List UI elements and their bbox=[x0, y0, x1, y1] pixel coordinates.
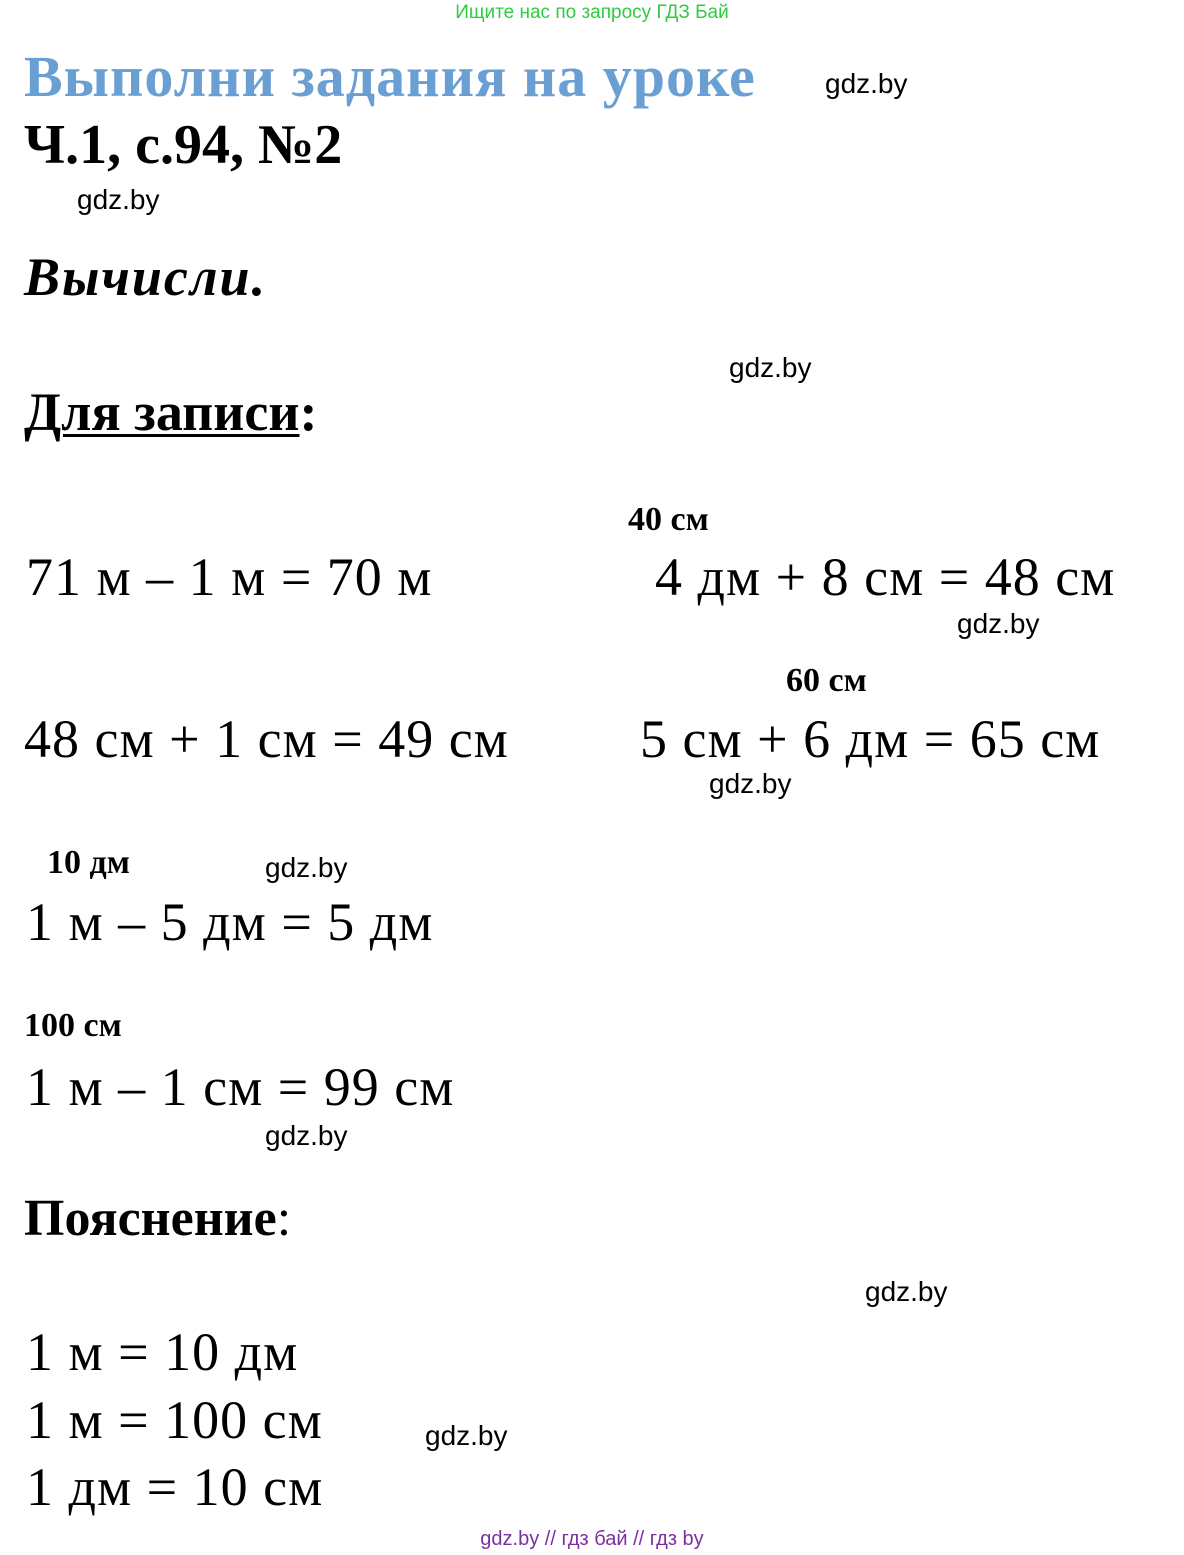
explanation-colon: : bbox=[276, 1190, 292, 1247]
watermark: gdz.by bbox=[77, 184, 160, 215]
top-banner: Ищите нас по запросу ГДЗ Бай bbox=[455, 2, 729, 23]
page-heading: Выполни задания на уроке bbox=[24, 44, 756, 109]
watermark: gdz.by bbox=[709, 768, 792, 799]
equation-5: 1 м – 5 дм = 5 дм bbox=[26, 892, 434, 952]
for-record-colon: : bbox=[299, 382, 318, 442]
task-title: Вычисли. bbox=[24, 247, 268, 307]
equation-2-note: 40 см bbox=[628, 501, 709, 538]
explanation-line-1: 1 м = 10 дм bbox=[26, 1322, 299, 1382]
task-reference: Ч.1, с.94, №2 bbox=[24, 114, 343, 176]
for-record-label: Для записи bbox=[24, 382, 300, 442]
explanation-title: Пояснение bbox=[24, 1190, 277, 1247]
equation-4-note: 60 см bbox=[786, 662, 867, 699]
equation-6: 1 м – 1 см = 99 см bbox=[26, 1057, 455, 1117]
watermark: gdz.by bbox=[957, 608, 1040, 639]
equation-5-note: 10 дм bbox=[47, 844, 130, 881]
watermark: gdz.by bbox=[265, 1120, 348, 1151]
equation-6-note: 100 см bbox=[24, 1007, 122, 1044]
watermark: gdz.by bbox=[265, 852, 348, 883]
explanation-heading bbox=[24, 1190, 292, 1247]
for-record-heading bbox=[24, 382, 318, 442]
equation-1: 71 м – 1 м = 70 м bbox=[26, 547, 433, 607]
footer-links: gdz.by // гдз бай // гдз by bbox=[480, 1528, 704, 1550]
watermark: gdz.by bbox=[825, 68, 908, 99]
equation-3: 48 см + 1 см = 49 см bbox=[24, 709, 509, 769]
equation-4: 5 см + 6 дм = 65 см bbox=[640, 709, 1101, 769]
watermark: gdz.by bbox=[865, 1276, 948, 1307]
watermark: gdz.by bbox=[425, 1420, 508, 1451]
watermark: gdz.by bbox=[729, 352, 812, 383]
equation-2: 4 дм + 8 см = 48 см bbox=[655, 547, 1116, 607]
explanation-line-3: 1 дм = 10 см bbox=[26, 1457, 324, 1517]
explanation-line-2: 1 м = 100 см bbox=[26, 1390, 323, 1450]
